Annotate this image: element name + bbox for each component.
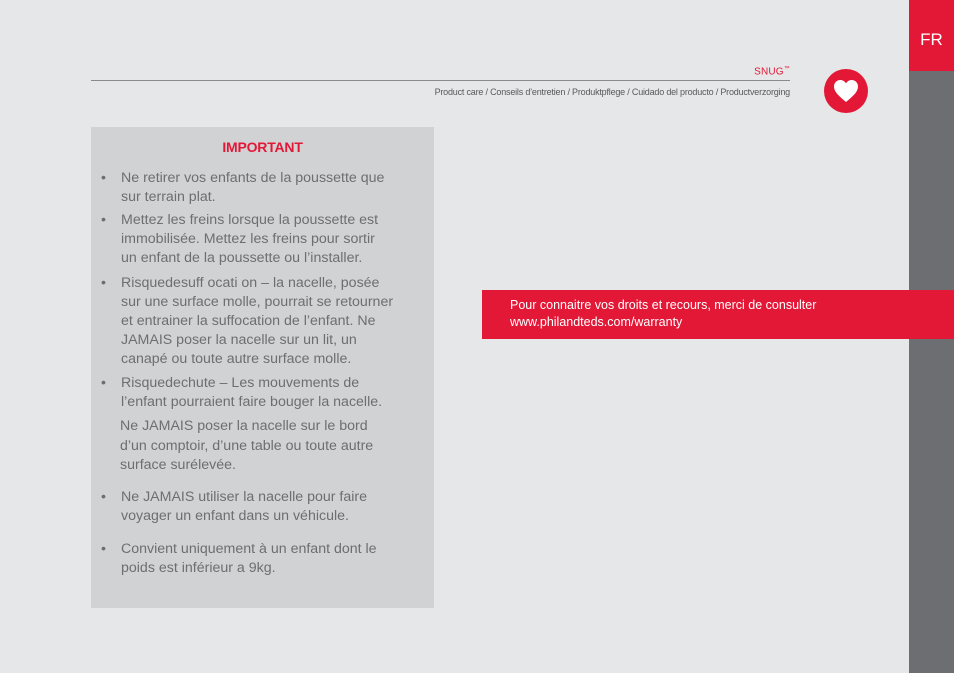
important-title: IMPORTANT bbox=[222, 139, 303, 155]
bullet-icon: • bbox=[101, 489, 106, 505]
list-item-text: Ne retirer vos enfants de la poussette que sur terrain plat. bbox=[121, 170, 385, 205]
page-subtitle: Product care / Conseils d’entretien / Produktpflege / Cuidado del producto / Productverzorging bbox=[434, 87, 790, 97]
bullet-icon: • bbox=[101, 275, 106, 291]
bullet-icon: • bbox=[101, 375, 106, 391]
list-item-text: Risquedesuff ocati on – la nacelle, posée sur une surface molle, pourrait se retourner et entrainer la suffocation de l’enfant. Ne JAMAIS poser la nacelle sur un lit, un canapé ou toute autre surface molle. bbox=[121, 275, 394, 367]
list-item bbox=[101, 274, 426, 369]
list-item-text: Convient uniquement à un enfant dont le poids est inférieur a 9kg. bbox=[121, 541, 377, 576]
list-item bbox=[101, 540, 426, 578]
bullet-icon: • bbox=[101, 170, 106, 186]
important-panel bbox=[91, 127, 434, 608]
warranty-notice bbox=[482, 290, 954, 339]
brand-text: SNUG bbox=[754, 66, 784, 78]
language-tab[interactable]: FR bbox=[909, 0, 954, 71]
list-item-text: Ne JAMAIS utiliser la nacelle pour faire voyager un enfant dans un véhicule. bbox=[121, 489, 368, 524]
brand-name bbox=[754, 66, 790, 77]
bullet-icon: • bbox=[101, 541, 106, 557]
side-bar bbox=[909, 71, 954, 673]
heart-badge bbox=[824, 69, 868, 113]
list-item-continuation: Ne JAMAIS poser la nacelle sur le bord d’un comptoir, d’une table ou toute autre surface surélevée. bbox=[120, 418, 374, 473]
list-item bbox=[101, 169, 426, 207]
trademark-mark: ™ bbox=[783, 66, 790, 72]
list-item bbox=[101, 374, 426, 412]
list-item bbox=[101, 488, 426, 526]
list-item bbox=[101, 211, 426, 268]
heart-icon bbox=[833, 79, 859, 103]
list-item-text: Risquedechute – Les mouvements de l’enfant pourraient faire bouger la nacelle. bbox=[121, 375, 383, 410]
bullet-icon: • bbox=[101, 212, 106, 228]
header-divider bbox=[91, 80, 790, 81]
list-item-text: Mettez les freins lorsque la poussette est immobilisée. Mettez les freins pour sortir un enfant de la poussette ou l’installer. bbox=[121, 212, 379, 266]
warranty-notice-text: Pour connaitre vos droits et recours, merci de consulter www.philandteds.com/warranty bbox=[510, 298, 817, 329]
